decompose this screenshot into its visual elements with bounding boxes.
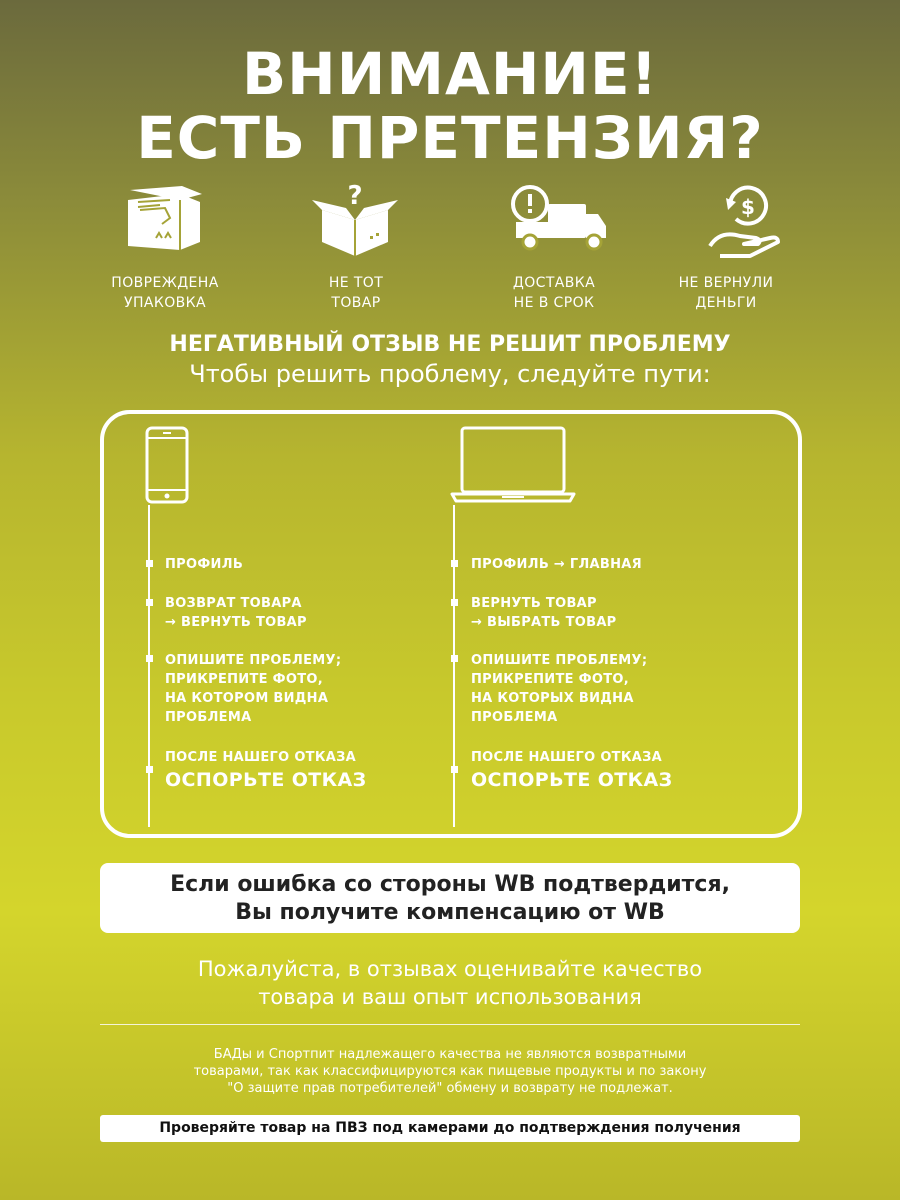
desktop-step-bullet: [451, 655, 458, 662]
divider: [100, 1024, 800, 1025]
desktop-step-bullet: [451, 599, 458, 606]
laptop-icon: [450, 426, 576, 508]
negative-review-subheading: Чтобы решить проблему, следуйте пути:: [189, 360, 711, 388]
compensation-line-2: Вы получите компенсацию от WB: [235, 900, 665, 925]
negative-review-heading: НЕГАТИВНЫЙ ОТЗЫВ НЕ РЕШИТ ПРОБЛЕМУ: [169, 332, 731, 357]
problem-label-money-not-returned: НЕ ВЕРНУЛИ ДЕНЬГИ: [678, 275, 774, 311]
problem-label-damaged: ПОВРЕЖДЕНА УПАКОВКА: [111, 275, 219, 311]
damaged-box-icon: [110, 180, 220, 260]
svg-text:$: $: [741, 195, 755, 219]
desktop-step-1: ПРОФИЛЬ → ГЛАВНАЯ: [471, 557, 642, 572]
money-return-hand-icon: [690, 180, 800, 260]
title-line-2: ЕСТЬ ПРЕТЕНЗИЯ?: [136, 104, 764, 172]
problem-label-wrong-item: НЕ ТОТ ТОВАР: [328, 275, 384, 311]
desktop-dispute-text: ОСПОРЬТЕ ОТКАЗ: [471, 769, 673, 791]
compensation-box: [100, 863, 800, 933]
question-box-icon: [300, 180, 410, 260]
mobile-step-1: ПРОФИЛЬ: [165, 557, 244, 572]
desktop-step-bullet: [451, 766, 458, 773]
svg-text:?: ?: [347, 181, 363, 211]
desktop-step-bullet: [451, 560, 458, 567]
compensation-line-1: Если ошибка со стороны WB подтвердится,: [170, 872, 730, 897]
mobile-step-4: ПОСЛЕ НАШЕГО ОТКАЗА: [165, 750, 357, 765]
smartphone-icon: [145, 426, 189, 508]
mobile-step-bullet: [146, 560, 153, 567]
problem-label-late-delivery: ДОСТАВКА НЕ В СРОК: [512, 275, 596, 311]
mobile-path-line: [148, 505, 150, 827]
desktop-step-4: ПОСЛЕ НАШЕГО ОТКАЗА: [471, 750, 663, 765]
mobile-step-bullet: [146, 766, 153, 773]
desktop-step-3: ОПИШИТЕ ПРОБЛЕМУ; ПРИКРЕПИТЕ ФОТО, НА КОТОРЫХ ВИДНА ПРОБЛЕМА: [471, 653, 648, 725]
mobile-step-bullet: [146, 599, 153, 606]
legal-notice: БАДы и Спортпит надлежащего качества не являются возвратными товарами, так как классифицируются как пищевые продукты и по закону "О защите прав потребителей" обмену и возврату не подлежат.: [193, 1047, 707, 1096]
mobile-step-2: ВОЗВРАТ ТОВАРА → ВЕРНУТЬ ТОВАР: [165, 596, 307, 630]
review-request: Пожалуйста, в отзывах оценивайте качество товара и ваш опыт использования: [197, 957, 703, 1009]
desktop-step-2: ВЕРНУТЬ ТОВАР → ВЫБРАТЬ ТОВАР: [471, 596, 617, 630]
desktop-path-line: [453, 505, 455, 827]
mobile-step-bullet: [146, 655, 153, 662]
delivery-truck-icon: [500, 180, 610, 260]
title-line-1: ВНИМАНИЕ!: [241, 40, 659, 108]
mobile-dispute-text: ОСПОРЬТЕ ОТКАЗ: [165, 769, 367, 791]
mobile-step-3: ОПИШИТЕ ПРОБЛЕМУ; ПРИКРЕПИТЕ ФОТО, НА КОТОРОМ ВИДНА ПРОБЛЕМА: [165, 653, 342, 725]
pickup-check-notice: Проверяйте товар на ПВЗ под камерами до подтверждения получения: [100, 1115, 800, 1142]
